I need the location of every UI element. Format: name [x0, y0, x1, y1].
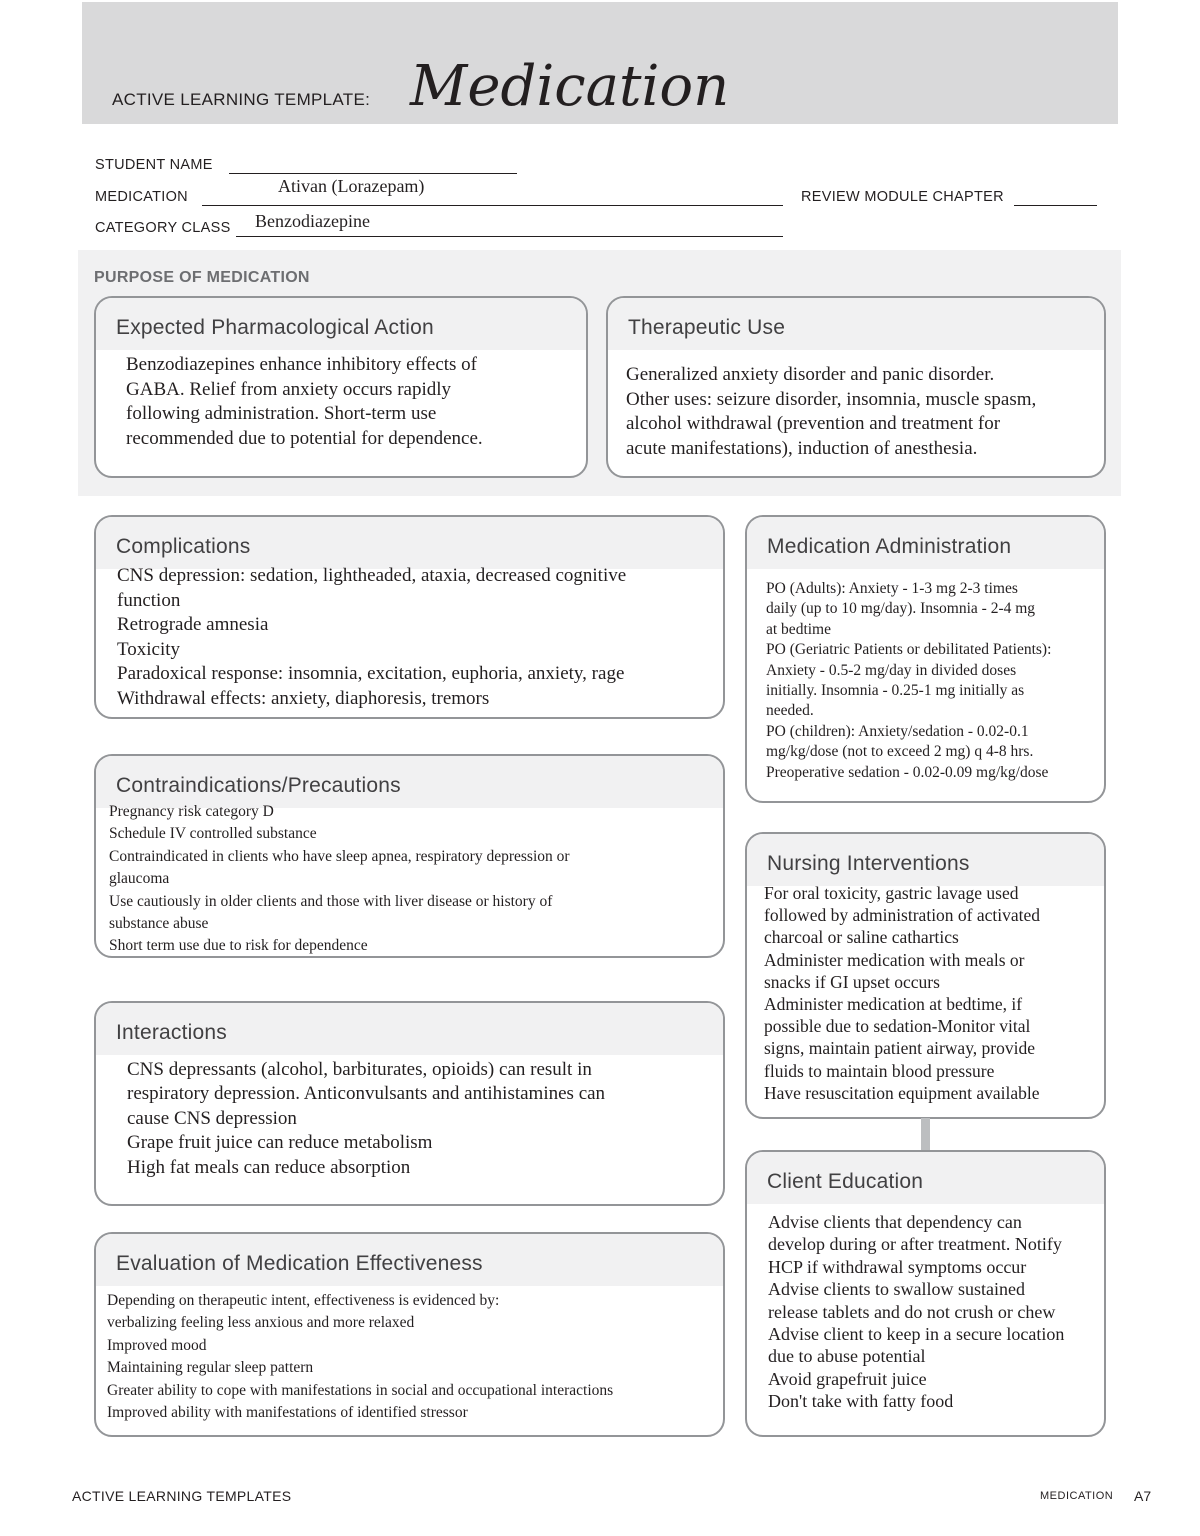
- text-line: Advise client to keep in a secure location: [768, 1324, 1065, 1345]
- contraindications-card: [94, 754, 725, 958]
- text-line: PO (Geriatric Patients or debilitated Patients):: [766, 641, 1052, 659]
- text-line: Administer medication with meals or: [764, 949, 1025, 970]
- evaluation-body: [107, 1290, 723, 1424]
- text-line: following administration. Short-term use: [126, 403, 437, 424]
- text-line: snacks if GI upset occurs: [764, 971, 940, 992]
- complications-body: [117, 564, 723, 711]
- nursing-interventions-title: Nursing Interventions: [747, 834, 1104, 886]
- text-line: Improved mood: [107, 1336, 207, 1354]
- text-line: initially. Insomnia - 0.25-1 mg initially as: [766, 682, 1025, 700]
- text-line: Have resuscitation equipment available: [764, 1082, 1040, 1103]
- text-line: charcoal or saline cathartics: [764, 927, 959, 948]
- text-line: release tablets and do not crush or chew: [768, 1301, 1056, 1322]
- text-line: recommended due to potential for dependence.: [126, 427, 483, 449]
- text-line: Administer medication at bedtime, if: [764, 994, 1023, 1015]
- therapeutic-use-card: [606, 296, 1106, 478]
- text-line: glaucoma: [109, 870, 170, 888]
- text-line: Depending on therapeutic intent, effectiveness is evidenced by:: [107, 1292, 500, 1309]
- template-label: ACTIVE LEARNING TEMPLATE:: [112, 90, 371, 109]
- medication-value: Ativan (Lorazepam): [278, 176, 425, 196]
- purpose-title: PURPOSE OF MEDICATION: [94, 269, 310, 286]
- text-line: Maintaining regular sleep pattern: [107, 1359, 314, 1377]
- contraindications-body: [109, 801, 723, 958]
- text-line: Don't take with fatty food: [768, 1391, 954, 1412]
- text-line: PO (children): Anxiety/sedation - 0.02-0.1: [766, 722, 1029, 740]
- text-line: Grape fruit juice can reduce metabolism: [127, 1132, 433, 1154]
- text-line: GABA. Relief from anxiety occurs rapidly: [126, 378, 452, 400]
- text-line: Use cautiously in older clients and those with liver disease or history of: [109, 892, 553, 910]
- text-line: Toxicity: [117, 638, 181, 660]
- text-line: mg/kg/dose (not to exceed 2 mg) q 4-8 hrs.: [766, 743, 1034, 761]
- student-name-label: STUDENT NAME: [95, 157, 213, 173]
- text-line: High fat meals can reduce absorption: [127, 1156, 411, 1178]
- text-line: Other uses: seizure disorder, insomnia, muscle spasm,: [626, 388, 1037, 410]
- nursing-interventions-body: [764, 882, 1104, 1104]
- text-line: possible due to sedation-Monitor vital: [764, 1016, 1031, 1037]
- text-line: verbalizing feeling less anxious and more relaxed: [107, 1314, 415, 1332]
- expected-action-body: [126, 353, 586, 451]
- client-education-body: [768, 1211, 1104, 1413]
- text-line: Retrograde amnesia: [117, 614, 269, 635]
- therapeutic-use-title: Therapeutic Use: [608, 298, 1104, 350]
- medication-line[interactable]: [202, 205, 783, 206]
- text-line: daily (up to 10 mg/day). Insomnia - 2-4 mg: [766, 600, 1036, 618]
- text-line: signs, maintain patient airway, provide: [764, 1038, 1036, 1059]
- footer-left: ACTIVE LEARNING TEMPLATES: [72, 1488, 292, 1504]
- text-line: Short term use due to risk for dependence: [109, 937, 368, 955]
- complications-title: Complications: [96, 517, 723, 569]
- text-line: Greater ability to cope with manifestations in social and occupational interactions: [107, 1381, 614, 1399]
- text-line: Advise clients to swallow sustained: [768, 1279, 1025, 1300]
- card-connector: [921, 1118, 930, 1150]
- text-line: Avoid grapefruit juice: [768, 1368, 927, 1389]
- text-line: Improved ability with manifestations of identified stressor: [107, 1404, 468, 1422]
- medication-administration-title: Medication Administration: [747, 517, 1104, 569]
- interactions-body: [127, 1058, 723, 1180]
- medication-label: MEDICATION: [95, 189, 188, 205]
- text-line: Contraindicated in clients who have sleep apnea, respiratory depression or: [109, 847, 570, 865]
- text-line: alcohol withdrawal (prevention and treatment for: [626, 413, 1001, 434]
- medication-administration-card: [745, 515, 1106, 803]
- text-line: CNS depression: sedation, lightheaded, ataxia, decreased cognitive: [117, 565, 627, 586]
- text-line: substance abuse: [109, 915, 209, 933]
- text-line: Pregnancy risk category D: [109, 803, 274, 820]
- template-name: Medication: [410, 54, 730, 119]
- text-line: For oral toxicity, gastric lavage used: [764, 883, 1019, 903]
- text-line: Schedule IV controlled substance: [109, 825, 317, 843]
- evaluation-title: Evaluation of Medication Effectiveness: [96, 1234, 723, 1286]
- text-line: Generalized anxiety disorder and panic disorder.: [626, 364, 995, 385]
- footer-right: MEDICATION: [1040, 1490, 1114, 1502]
- client-education-card: [745, 1150, 1106, 1437]
- category-class-line[interactable]: [236, 236, 783, 237]
- text-line: acute manifestations), induction of anesthesia.: [626, 437, 978, 459]
- medication-administration-body: [766, 579, 1104, 783]
- interactions-card: [94, 1001, 725, 1206]
- template-banner: [82, 2, 1118, 124]
- text-line: respiratory depression. Anticonvulsants and antihistamines can: [127, 1083, 606, 1105]
- text-line: due to abuse potential: [768, 1346, 926, 1367]
- text-line: Preoperative sedation - 0.02-0.09 mg/kg/dose: [766, 763, 1049, 781]
- page-number: A7: [1134, 1488, 1152, 1504]
- interactions-title: Interactions: [96, 1003, 723, 1055]
- text-line: Advise clients that dependency can: [768, 1212, 1022, 1232]
- text-line: HCP if withdrawal symptoms occur: [768, 1256, 1027, 1277]
- contraindications-title: Contraindications/Precautions: [96, 756, 723, 808]
- category-class-value: Benzodiazepine: [255, 211, 370, 231]
- text-line: Withdrawal effects: anxiety, diaphoresis, tremors: [117, 687, 490, 709]
- text-line: CNS depressants (alcohol, barbiturates, opioids) can result in: [127, 1059, 592, 1080]
- expected-action-card: [94, 296, 588, 478]
- text-line: at bedtime: [766, 620, 831, 638]
- nursing-interventions-card: [745, 832, 1106, 1119]
- text-line: Benzodiazepines enhance inhibitory effects of: [126, 354, 478, 375]
- student-name-line[interactable]: [229, 173, 517, 174]
- text-line: followed by administration of activated: [764, 905, 1041, 926]
- complications-card: [94, 515, 725, 719]
- text-line: Anxiety - 0.5-2 mg/day in divided doses: [766, 661, 1017, 679]
- evaluation-card: [94, 1232, 725, 1437]
- text-line: Paradoxical response: insomnia, excitation, euphoria, anxiety, rage: [117, 663, 625, 684]
- expected-action-title: Expected Pharmacological Action: [96, 298, 586, 350]
- category-class-label: CATEGORY CLASS: [95, 220, 231, 236]
- text-line: PO (Adults): Anxiety - 1-3 mg 2-3 times: [766, 580, 1018, 597]
- text-line: needed.: [766, 702, 814, 720]
- client-education-title: Client Education: [747, 1152, 1104, 1204]
- text-line: fluids to maintain blood pressure: [764, 1060, 995, 1081]
- review-module-label: REVIEW MODULE CHAPTER: [801, 189, 1004, 205]
- text-line: develop during or after treatment. Notify: [768, 1234, 1062, 1255]
- text-line: function: [117, 589, 181, 611]
- therapeutic-use-body: [626, 363, 1104, 461]
- text-line: cause CNS depression: [127, 1107, 297, 1129]
- review-module-line[interactable]: [1014, 205, 1097, 206]
